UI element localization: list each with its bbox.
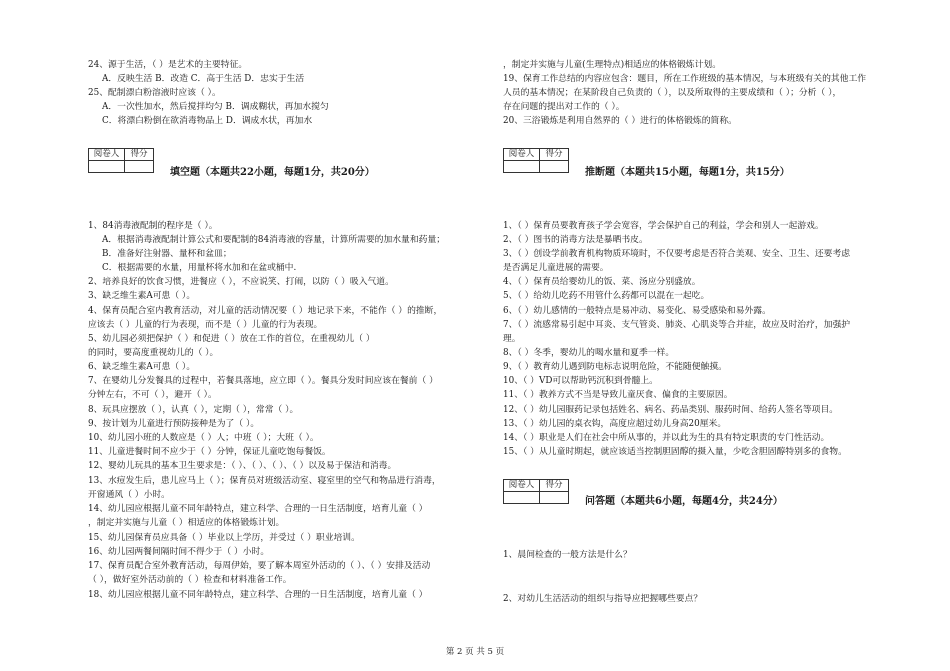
judge-line: 是否满足儿童进展的需要。: [503, 263, 609, 273]
judge-line: 2、（ ）图书的消毒方法是暴晒书皮。: [503, 235, 648, 245]
judge-line: 8、（ ）冬季，婴幼儿的喝水量和夏季一样。: [503, 348, 675, 358]
right-top-line: 人员的基本情况；在某阶段自己负责的（ ），以及所取得的主要成绩和（ ）；分析（ ），: [503, 88, 842, 98]
grader-cell[interactable]: [89, 161, 125, 173]
grader-label: 阅卷人: [504, 149, 540, 161]
grader-score-box: [88, 148, 154, 173]
fill-line: 7、在婴幼儿分发餐具的过程中，若餐具落地，应立即（ ）。餐具分发时间应该在餐前（ ）: [88, 376, 438, 386]
fill-line: 9、按计划为儿童进行预防接种是为了（ ）。: [88, 419, 260, 429]
right-top-line: 20、三浴锻炼是利用自然界的（ ）进行的体格锻炼的简称。: [503, 116, 737, 126]
judge-line: 11、（ ）教养方式不当是导致儿童厌食、偏食的主要原因。: [503, 390, 733, 400]
qa-question: 1、晨间检查的一般方法是什么？: [503, 550, 632, 560]
grader-score-box: [503, 148, 569, 173]
score-cell[interactable]: [125, 161, 154, 173]
grader-label: 阅卷人: [504, 480, 540, 492]
fill-line: 5、幼儿园必须把保护（ ）和促进（ ）放在工作的首位，在重视幼儿（ ）: [88, 334, 375, 344]
grader-label: 阅卷人: [89, 149, 125, 161]
fill-line: 17、保育员配合室外教育活动，每周伊始，要了解本周室外活动的（ ）、（ ）安排及活动: [88, 561, 431, 571]
question-25-options-cd: C．将漂白粉倒在欲消毒物品上 D．调成水状，再加水: [102, 116, 313, 126]
judge-line: 15、（ ）从儿童时期起，就应该适当控制胆固醇的摄入量，少吃含胆固醇特别多的食物。: [503, 447, 847, 457]
score-cell[interactable]: [540, 492, 569, 504]
fill-line: 6、缺乏维生素A可患（ ）。: [88, 362, 196, 372]
score-label: 得分: [125, 149, 154, 161]
fill-line: 3、缺乏维生素A可患（ ）。: [88, 291, 196, 301]
judge-line: 7、（ ）流感常易引起中耳炎、支气管炎、肺炎、心肌炎等合并症，故应及时治疗，加强护: [503, 320, 851, 330]
judge-line: 10、（ ）VD可以帮助钙沉积到骨髓上。: [503, 376, 658, 386]
judge-line: 6、（ ）幼儿感情的一般特点是易冲动、易变化、易受感染和易外露。: [503, 306, 771, 316]
fill-line: 10、幼儿园小班的人数应是（ ）人；中班（ ）；大班（ ）。: [88, 433, 319, 443]
fill-line: 16、幼儿园两餐间隔时间不得少于（ ）小时。: [88, 547, 270, 557]
fill-line: 13、水痘发生后，患儿应马上（ ）；保育员对班级活动室、寝室里的空气和物品进行消毒，: [88, 476, 441, 486]
fill-line: A．根据消毒液配制计算公式和要配制的84消毒液的容量，计算所需要的加水量和药量；: [102, 235, 446, 245]
fill-line: 11、儿童进餐时间不应少于（ ）分钟，保证儿童吃饱每餐饭。: [88, 447, 331, 457]
fill-line: （ ），做好室外活动前的（ ）检查和材料准备工作。: [88, 575, 292, 585]
fill-line: 的同时，要高度重视幼儿的（ ）。: [88, 348, 219, 358]
judge-line: 3、（ ）创设学前教育机构物质环境时，不仅要考虑是否符合美观、安全、卫生、还要考虑: [503, 249, 851, 259]
question-25-options-ab: A．一次性加水，然后搅拌均匀 B．调成糊状，再加水搅匀: [102, 102, 329, 112]
fill-line: B．准备好注射器、量杯和盆皿；: [102, 249, 232, 259]
fill-line: 8、玩具应摆放（ ），认真（ ），定期（ ），常常（ ）。: [88, 405, 299, 415]
grader-cell[interactable]: [504, 492, 540, 504]
fill-line: 12、婴幼儿玩具的基本卫生要求是：（ ）、（ ）、（ ）、（ ）以及易于保洁和消毒。: [88, 461, 397, 471]
fill-line: 4、保育员配合室内教育活动，对儿童的活动情况要（ ）地记录下来，不能作（ ）的推断，: [88, 306, 443, 316]
judge-line: 1、（ ）保育员要教育孩子学会宽容，学会保护自己的利益，学会和别人一起游戏。: [503, 221, 824, 231]
fill-line: 18、幼儿园应根据儿童不同年龄特点，建立科学、合理的一日生活制度，培育儿童（ ）: [88, 590, 428, 600]
judge-line: 5、（ ）给幼儿吃药不用管什么药都可以混在一起吃。: [503, 291, 710, 301]
fill-line: 应该去（ ）儿童的行为表现，而不是（ ）儿童的行为表现。: [88, 320, 323, 330]
section-title-judgment: 推断题（本题共15小题，每题1分，共15分）: [585, 167, 790, 178]
fill-line: ，制定并实施与儿童（ ）相适应的体格锻炼计划。: [88, 518, 285, 528]
judge-line: 13、（ ）幼儿园的桌衣钩，高度应超过幼儿身高20厘米。: [503, 419, 727, 429]
fill-line: 14、幼儿园应根据儿童不同年龄特点，建立科学、合理的一日生活制度，培育儿童（ ）: [88, 504, 428, 514]
judge-line: 12、（ ）幼儿园服药记录包括姓名、病名、药品类别、服药时间、给药人签名等项目。: [503, 405, 839, 415]
fill-line: 1、84消毒液配制的程序是（ ）。: [88, 221, 218, 231]
qa-question: 2、对幼儿生活活动的组织与指导应把握哪些要点？: [503, 594, 703, 604]
fill-line: 15、幼儿园保育员应具备（ ）毕业以上学历，并受过（ ）职业培训。: [88, 533, 360, 543]
fill-line: C．根据需要的水量，用量杯将水加和在盆或桶中.: [102, 263, 297, 273]
judge-line: 14、（ ）职业是人们在社会中所从事的，并以此为生的具有特定职责的专门性活动。: [503, 433, 830, 443]
right-top-line: 19、保育工作总结的内容应包含：题目，所在工作班级的基本情况，与本班级有关的其他工作: [503, 74, 867, 84]
judge-line: 9、（ ）教育幼儿遇到防电标志说明危险，不能随便触摸。: [503, 362, 727, 372]
judge-line: 4、（ ）保育员给婴幼儿的饭、菜、汤应分别盛放。: [503, 277, 701, 287]
score-label: 得分: [540, 480, 569, 492]
fill-line: 2、培养良好的饮食习惯，进餐应（ ），不应说笑、打闹，以防（ ）吸入气道。: [88, 277, 394, 287]
fill-line: 开窗通风（ ）小时。: [88, 490, 170, 500]
score-cell[interactable]: [540, 161, 569, 173]
section-title-qa: 问答题（本题共6小题，每题4分，共24分）: [585, 496, 783, 507]
judge-line: 理。: [503, 334, 521, 344]
grader-score-box: [503, 479, 569, 504]
section-title-fill-in: 填空题（本题共22小题，每题1分，共20分）: [170, 167, 375, 178]
fill-line: 分钟左右，不可（ ），避开（ ）。: [88, 390, 217, 400]
page-footer: 第 2 页 共 5 页: [445, 647, 505, 657]
score-label: 得分: [540, 149, 569, 161]
question-25: 25、配制漂白粉溶液时应该（ ）。: [88, 88, 221, 98]
right-top-line: ，制定并实施与儿童(生理特点)相适应的体格锻炼计划。: [503, 60, 721, 70]
question-24: 24、源于生活，（ ）是艺术的主要特征。: [88, 60, 248, 70]
right-top-line: 存在问题的提出对工作的（ ）。: [503, 102, 625, 112]
grader-cell[interactable]: [504, 161, 540, 173]
question-24-options: A．反映生活 B．改造 C．高于生活 D．忠实于生活: [102, 74, 305, 84]
